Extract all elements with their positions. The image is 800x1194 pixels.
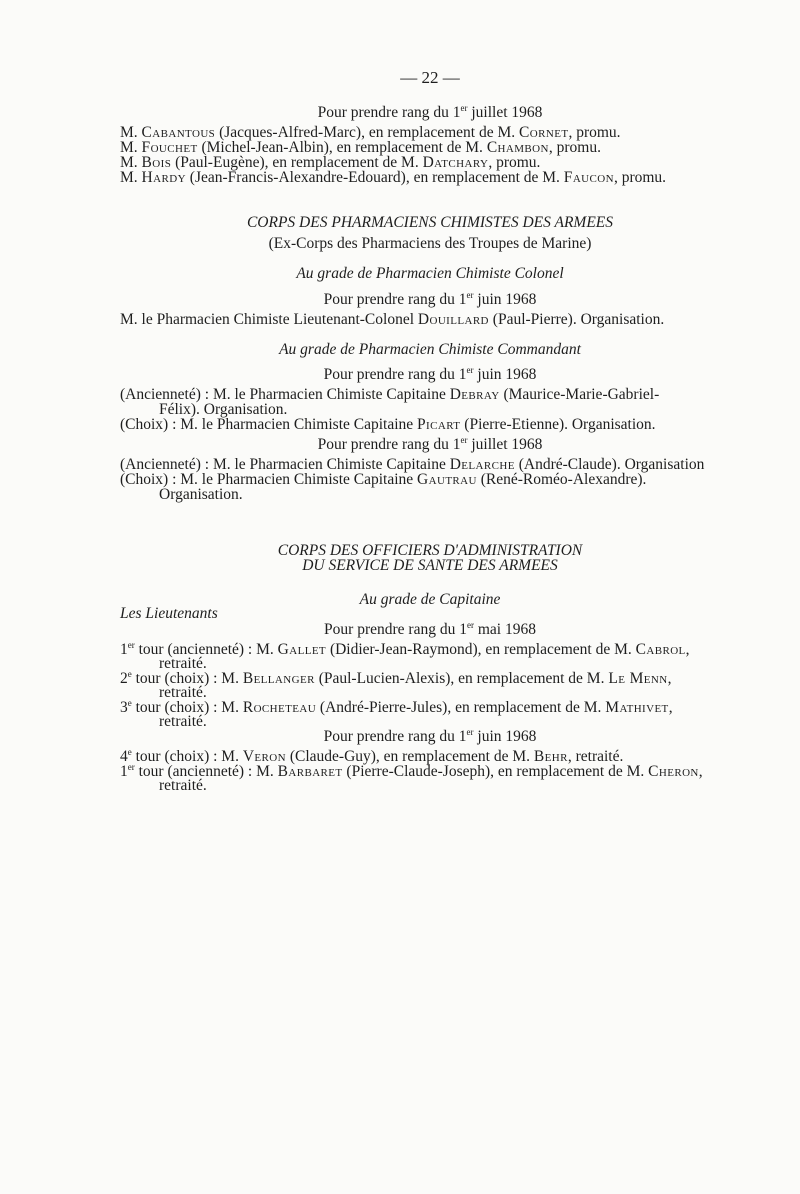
- entry-line: M. Hardy (Jean-Francis-Alexandre-Edouard), en remplacement de M. Faucon, promu.: [120, 169, 667, 186]
- rank-heading: Pour prendre rang du 1er mai 1968: [324, 619, 536, 638]
- grade-heading: Au grade de Pharmacien Chimiste Commandant: [279, 341, 581, 358]
- entry-continuation: retraité.: [159, 713, 207, 730]
- entry-line: M. Bois (Paul-Eugène), en remplacement de M. Datchary, promu.: [120, 154, 541, 171]
- section-title: CORPS DES OFFICIERS D'ADMINISTRATION: [277, 542, 583, 559]
- entry-line: M. Cabantous (Jacques-Alfred-Marc), en remplacement de M. Cornet, promu.: [120, 124, 621, 141]
- rank-heading: Pour prendre rang du 1er juin 1968: [323, 289, 537, 308]
- section-subtitle: (Ex-Corps des Pharmaciens des Troupes de Marine): [268, 235, 592, 252]
- entry-line: (Ancienneté) : M. le Pharmacien Chimiste Capitaine Delarche (André-Claude). Organisation: [120, 456, 705, 473]
- entry-line: 1er tour (ancienneté) : M. Gallet (Didier-Jean-Raymond), en remplacement de M. Cabrol,: [120, 639, 690, 658]
- grade-heading: Au grade de Pharmacien Chimiste Colonel: [296, 265, 564, 282]
- rank-heading: Pour prendre rang du 1er juillet 1968: [317, 102, 543, 121]
- entry-continuation: Félix). Organisation.: [159, 401, 288, 418]
- entry-line: M. le Pharmacien Chimiste Lieutenant-Colonel Douillard (Paul-Pierre). Organisation.: [120, 311, 665, 328]
- entry-continuation: Organisation.: [159, 486, 243, 503]
- entry-line: (Ancienneté) : M. le Pharmacien Chimiste Capitaine Debray (Maurice-Marie-Gabriel-: [120, 386, 660, 403]
- entry-continuation: retraité.: [159, 777, 207, 794]
- entry-line: (Choix) : M. le Pharmacien Chimiste Capitaine Gautrau (René-Roméo-Alexandre).: [120, 471, 647, 488]
- entry-line: 3e tour (choix) : M. Rocheteau (André-Pierre-Jules), en remplacement de M. Mathivet,: [120, 697, 673, 716]
- grade-heading: Au grade de Capitaine: [359, 591, 501, 608]
- section-title: CORPS DES PHARMACIENS CHIMISTES DES ARMEES: [246, 214, 614, 231]
- entry-line: M. Fouchet (Michel-Jean-Albin), en remplacement de M. Chambon, promu.: [120, 139, 601, 156]
- group-label: Les Lieutenants: [120, 605, 218, 622]
- rank-heading: Pour prendre rang du 1er juin 1968: [323, 726, 537, 745]
- entry-continuation: retraité.: [159, 684, 207, 701]
- entry-line: (Choix) : M. le Pharmacien Chimiste Capitaine Picart (Pierre-Etienne). Organisation.: [120, 416, 656, 433]
- entry-continuation: retraité.: [159, 655, 207, 672]
- rank-heading: Pour prendre rang du 1er juillet 1968: [317, 434, 543, 453]
- entry-line: 4e tour (choix) : M. Veron (Claude-Guy), en remplacement de M. Behr, retraité.: [120, 746, 624, 765]
- entry-line: 1er tour (ancienneté) : M. Barbaret (Pierre-Claude-Joseph), en remplacement de M. Cheron,: [120, 761, 703, 780]
- page-number: — 22 —: [400, 68, 460, 87]
- entry-line: 2e tour (choix) : M. Bellanger (Paul-Lucien-Alexis), en remplacement de M. Le Menn,: [120, 668, 672, 687]
- rank-heading: Pour prendre rang du 1er juin 1968: [323, 364, 537, 383]
- section-title: DU SERVICE DE SANTE DES ARMEES: [302, 557, 558, 574]
